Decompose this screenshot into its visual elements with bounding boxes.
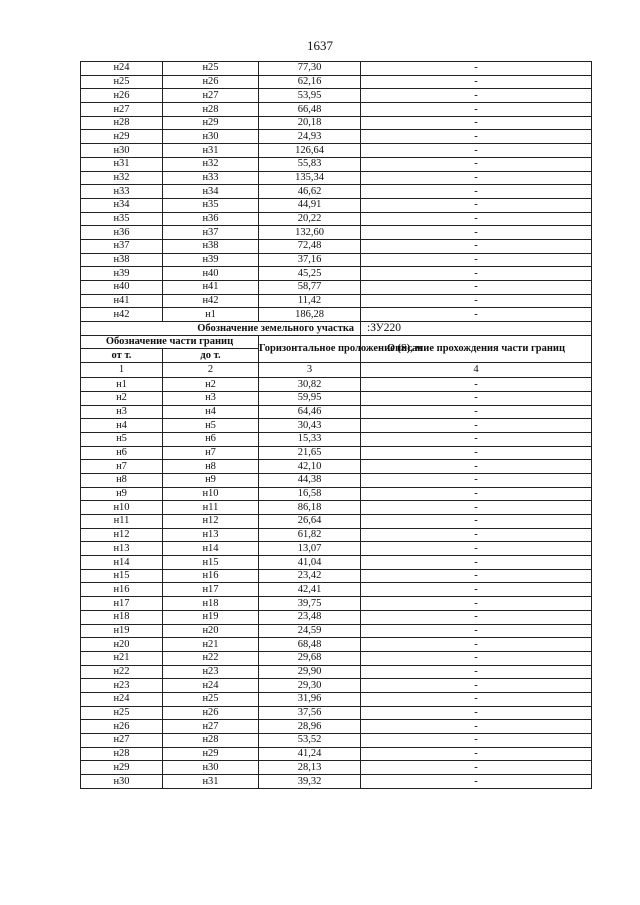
- description: -: [361, 281, 592, 295]
- description: -: [361, 239, 592, 253]
- parcel-code: :ЗУ220: [361, 322, 592, 336]
- from-point: н34: [81, 198, 163, 212]
- distance: 46,62: [259, 185, 361, 199]
- description: -: [361, 775, 592, 789]
- distance: 186,28: [259, 308, 361, 322]
- description: -: [361, 294, 592, 308]
- to-point: н13: [163, 528, 259, 542]
- description: -: [361, 212, 592, 226]
- distance: 16,58: [259, 487, 361, 501]
- table-row: [81, 624, 592, 638]
- table-row: [81, 761, 592, 775]
- from-point: н14: [81, 556, 163, 570]
- to-point: н5: [163, 419, 259, 433]
- from-point: н16: [81, 583, 163, 597]
- header-description: Описание прохождения части границ: [361, 335, 592, 362]
- description: -: [361, 583, 592, 597]
- from-point: н26: [81, 720, 163, 734]
- to-point: н17: [163, 583, 259, 597]
- description: -: [361, 103, 592, 117]
- to-point: н6: [163, 432, 259, 446]
- distance: 29,90: [259, 665, 361, 679]
- from-point: н4: [81, 419, 163, 433]
- distance: 24,93: [259, 130, 361, 144]
- from-point: н5: [81, 432, 163, 446]
- from-point: н6: [81, 446, 163, 460]
- description: -: [361, 651, 592, 665]
- distance: 41,24: [259, 747, 361, 761]
- distance: 77,30: [259, 62, 361, 76]
- description: -: [361, 308, 592, 322]
- from-point: н32: [81, 171, 163, 185]
- description: -: [361, 198, 592, 212]
- distance: 23,42: [259, 569, 361, 583]
- to-point: н12: [163, 515, 259, 529]
- table-row: [81, 281, 592, 295]
- description: -: [361, 473, 592, 487]
- distance: 29,68: [259, 651, 361, 665]
- distance: 86,18: [259, 501, 361, 515]
- from-point: н40: [81, 281, 163, 295]
- header-from: от т.: [81, 349, 163, 363]
- table-row: [81, 212, 592, 226]
- from-point: н9: [81, 487, 163, 501]
- table-row: [81, 239, 592, 253]
- table-row: [81, 692, 592, 706]
- description: -: [361, 405, 592, 419]
- to-point: н24: [163, 679, 259, 693]
- table-row: [81, 583, 592, 597]
- distance: 21,65: [259, 446, 361, 460]
- to-point: н30: [163, 130, 259, 144]
- table-row: [81, 638, 592, 652]
- from-point: н30: [81, 144, 163, 158]
- col-number: 3: [259, 363, 361, 378]
- table-row: [81, 460, 592, 474]
- description: -: [361, 460, 592, 474]
- to-point: н15: [163, 556, 259, 570]
- to-point: н20: [163, 624, 259, 638]
- distance: 11,42: [259, 294, 361, 308]
- to-point: н11: [163, 501, 259, 515]
- distance: 31,96: [259, 692, 361, 706]
- to-point: н35: [163, 198, 259, 212]
- from-point: н11: [81, 515, 163, 529]
- table-row: [81, 226, 592, 240]
- distance: 59,95: [259, 391, 361, 405]
- table-row: [81, 556, 592, 570]
- header-part-boundaries: Обозначение части границ: [81, 335, 259, 349]
- from-point: н13: [81, 542, 163, 556]
- from-point: н24: [81, 692, 163, 706]
- to-point: н29: [163, 747, 259, 761]
- table-row: [81, 432, 592, 446]
- to-point: н40: [163, 267, 259, 281]
- table-row: [81, 720, 592, 734]
- from-point: н33: [81, 185, 163, 199]
- from-point: н3: [81, 405, 163, 419]
- from-point: н24: [81, 62, 163, 76]
- header-to: до т.: [163, 349, 259, 363]
- table-row: [81, 679, 592, 693]
- from-point: н21: [81, 651, 163, 665]
- description: -: [361, 638, 592, 652]
- to-point: н28: [163, 734, 259, 748]
- from-point: н18: [81, 610, 163, 624]
- table-row: [81, 569, 592, 583]
- description: -: [361, 569, 592, 583]
- from-point: н17: [81, 597, 163, 611]
- description: -: [361, 487, 592, 501]
- to-point: н26: [163, 75, 259, 89]
- description: -: [361, 130, 592, 144]
- distance: 23,48: [259, 610, 361, 624]
- description: -: [361, 144, 592, 158]
- from-point: н28: [81, 116, 163, 130]
- description: -: [361, 761, 592, 775]
- to-point: н38: [163, 239, 259, 253]
- distance: 45,25: [259, 267, 361, 281]
- distance: 42,41: [259, 583, 361, 597]
- from-point: н37: [81, 239, 163, 253]
- to-point: н3: [163, 391, 259, 405]
- from-point: н12: [81, 528, 163, 542]
- description: -: [361, 747, 592, 761]
- from-point: н26: [81, 89, 163, 103]
- distance: 37,16: [259, 253, 361, 267]
- description: -: [361, 734, 592, 748]
- from-point: н7: [81, 460, 163, 474]
- from-point: н15: [81, 569, 163, 583]
- to-point: н36: [163, 212, 259, 226]
- table-row: [81, 501, 592, 515]
- description: -: [361, 610, 592, 624]
- section-2-rows: [81, 378, 592, 789]
- table-row: [81, 185, 592, 199]
- distance: 132,60: [259, 226, 361, 240]
- from-point: н28: [81, 747, 163, 761]
- distance: 30,43: [259, 419, 361, 433]
- to-point: н19: [163, 610, 259, 624]
- distance: 66,48: [259, 103, 361, 117]
- to-point: н25: [163, 62, 259, 76]
- to-point: н34: [163, 185, 259, 199]
- from-point: н39: [81, 267, 163, 281]
- distance: 29,30: [259, 679, 361, 693]
- table-row: [81, 775, 592, 789]
- description: -: [361, 89, 592, 103]
- col-number: 1: [81, 363, 163, 378]
- table-row: [81, 597, 592, 611]
- description: -: [361, 419, 592, 433]
- distance: 28,96: [259, 720, 361, 734]
- to-point: н18: [163, 597, 259, 611]
- to-point: н2: [163, 378, 259, 392]
- table-row: [81, 391, 592, 405]
- from-point: н42: [81, 308, 163, 322]
- to-point: н31: [163, 144, 259, 158]
- from-point: н41: [81, 294, 163, 308]
- from-point: н25: [81, 706, 163, 720]
- table-row: [81, 446, 592, 460]
- from-point: н38: [81, 253, 163, 267]
- table-row: [81, 267, 592, 281]
- to-point: н41: [163, 281, 259, 295]
- table-row: [81, 528, 592, 542]
- description: -: [361, 556, 592, 570]
- table-row: [81, 378, 592, 392]
- to-point: н8: [163, 460, 259, 474]
- to-point: н7: [163, 446, 259, 460]
- description: -: [361, 528, 592, 542]
- to-point: н22: [163, 651, 259, 665]
- boundary-table: [80, 61, 592, 789]
- description: -: [361, 432, 592, 446]
- table-row: [81, 294, 592, 308]
- to-point: н4: [163, 405, 259, 419]
- distance: 41,04: [259, 556, 361, 570]
- table-row: [81, 116, 592, 130]
- from-point: н27: [81, 103, 163, 117]
- description: -: [361, 597, 592, 611]
- distance: 64,46: [259, 405, 361, 419]
- table-row: [81, 405, 592, 419]
- table-row: [81, 157, 592, 171]
- description: -: [361, 624, 592, 638]
- to-point: н27: [163, 89, 259, 103]
- parcel-label: Обозначение земельного участка: [81, 322, 361, 336]
- table-row: [81, 651, 592, 665]
- to-point: н39: [163, 253, 259, 267]
- from-point: н19: [81, 624, 163, 638]
- distance: 15,33: [259, 432, 361, 446]
- to-point: н37: [163, 226, 259, 240]
- table-row: [81, 253, 592, 267]
- to-point: н23: [163, 665, 259, 679]
- from-point: н23: [81, 679, 163, 693]
- distance: 20,18: [259, 116, 361, 130]
- from-point: н22: [81, 665, 163, 679]
- distance: 55,83: [259, 157, 361, 171]
- description: -: [361, 171, 592, 185]
- distance: 28,13: [259, 761, 361, 775]
- distance: 53,95: [259, 89, 361, 103]
- from-point: н8: [81, 473, 163, 487]
- distance: 68,48: [259, 638, 361, 652]
- to-point: н14: [163, 542, 259, 556]
- table-row: [81, 130, 592, 144]
- table-row: [81, 542, 592, 556]
- to-point: н10: [163, 487, 259, 501]
- table-row: [81, 610, 592, 624]
- table-row: [81, 665, 592, 679]
- to-point: н21: [163, 638, 259, 652]
- to-point: н42: [163, 294, 259, 308]
- distance: 44,91: [259, 198, 361, 212]
- distance: 61,82: [259, 528, 361, 542]
- col-number: 4: [361, 363, 592, 378]
- header-horizontal: Горизонтальное проложение (S), м: [259, 335, 361, 362]
- table-header: [81, 322, 592, 378]
- from-point: н27: [81, 734, 163, 748]
- distance: 39,75: [259, 597, 361, 611]
- distance: 39,32: [259, 775, 361, 789]
- distance: 20,22: [259, 212, 361, 226]
- description: -: [361, 157, 592, 171]
- to-point: н30: [163, 761, 259, 775]
- distance: 62,16: [259, 75, 361, 89]
- table-row: [81, 198, 592, 212]
- table-row: [81, 103, 592, 117]
- table-row: [81, 419, 592, 433]
- description: -: [361, 62, 592, 76]
- to-point: н29: [163, 116, 259, 130]
- distance: 53,52: [259, 734, 361, 748]
- from-point: н29: [81, 761, 163, 775]
- table-row: [81, 747, 592, 761]
- distance: 30,82: [259, 378, 361, 392]
- table-row: [81, 144, 592, 158]
- table-row: [81, 89, 592, 103]
- table-row: [81, 171, 592, 185]
- description: -: [361, 226, 592, 240]
- from-point: н2: [81, 391, 163, 405]
- from-point: н25: [81, 75, 163, 89]
- to-point: н32: [163, 157, 259, 171]
- table-row: [81, 308, 592, 322]
- distance: 13,07: [259, 542, 361, 556]
- description: -: [361, 720, 592, 734]
- page-number: 1637: [307, 38, 333, 53]
- distance: 24,59: [259, 624, 361, 638]
- description: -: [361, 542, 592, 556]
- distance: 26,64: [259, 515, 361, 529]
- to-point: н27: [163, 720, 259, 734]
- to-point: н33: [163, 171, 259, 185]
- from-point: н1: [81, 378, 163, 392]
- description: -: [361, 378, 592, 392]
- to-point: н26: [163, 706, 259, 720]
- from-point: н10: [81, 501, 163, 515]
- table-row: [81, 62, 592, 76]
- table-row: [81, 487, 592, 501]
- table-row: [81, 515, 592, 529]
- description: -: [361, 391, 592, 405]
- distance: 135,34: [259, 171, 361, 185]
- distance: 58,77: [259, 281, 361, 295]
- description: -: [361, 665, 592, 679]
- to-point: н16: [163, 569, 259, 583]
- description: -: [361, 692, 592, 706]
- table-row: [81, 75, 592, 89]
- from-point: н31: [81, 157, 163, 171]
- description: -: [361, 446, 592, 460]
- table-row: [81, 734, 592, 748]
- table-row: [81, 473, 592, 487]
- from-point: н30: [81, 775, 163, 789]
- table-row: [81, 706, 592, 720]
- description: -: [361, 253, 592, 267]
- section-1-rows: [81, 62, 592, 322]
- distance: 44,38: [259, 473, 361, 487]
- distance: 126,64: [259, 144, 361, 158]
- to-point: н28: [163, 103, 259, 117]
- description: -: [361, 75, 592, 89]
- from-point: н36: [81, 226, 163, 240]
- distance: 72,48: [259, 239, 361, 253]
- from-point: н35: [81, 212, 163, 226]
- to-point: н31: [163, 775, 259, 789]
- to-point: н1: [163, 308, 259, 322]
- from-point: н29: [81, 130, 163, 144]
- description: -: [361, 501, 592, 515]
- to-point: н25: [163, 692, 259, 706]
- description: -: [361, 267, 592, 281]
- description: -: [361, 515, 592, 529]
- from-point: н20: [81, 638, 163, 652]
- description: -: [361, 706, 592, 720]
- distance: 42,10: [259, 460, 361, 474]
- description: -: [361, 185, 592, 199]
- col-number: 2: [163, 363, 259, 378]
- to-point: н9: [163, 473, 259, 487]
- description: -: [361, 116, 592, 130]
- distance: 37,56: [259, 706, 361, 720]
- description: -: [361, 679, 592, 693]
